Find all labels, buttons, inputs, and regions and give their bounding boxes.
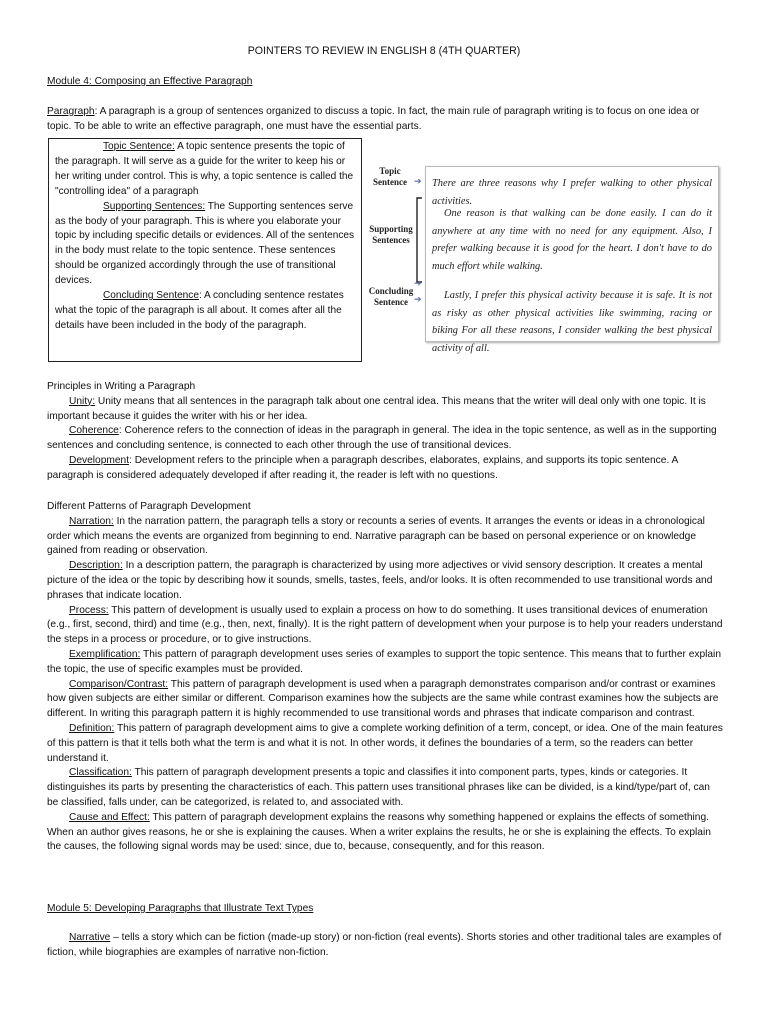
cause-effect-term: Cause and Effect: bbox=[69, 811, 150, 823]
narration-term: Narration: bbox=[69, 515, 114, 527]
sample-supporting-sentences: One reason is that walking can be done easily. I can do it anywhere at any time with no need for any equipment. Also, I prefer walking because it is good for the heart. I don't have to do much effort while walking. bbox=[432, 208, 712, 272]
paragraph-term: Paragraph bbox=[47, 106, 95, 117]
principles-section bbox=[47, 380, 723, 484]
paragraph-structure-figure bbox=[368, 162, 720, 354]
topic-sentence-def: A topic sentence presents the topic of the paragraph. It will serve as a guide for the writer to keep his or her writing under control. This is why, a topic sentence is called the "controlling idea" of a paragraph bbox=[55, 141, 354, 197]
principles-heading: Principles in Writing a Paragraph bbox=[47, 381, 196, 392]
narrative-def: – tells a story which can be fiction (made-up story) or non-fiction (real events). Shorts stories and other traditional tales are examples of fiction, while biographies are examples of narrative non-fiction. bbox=[47, 932, 722, 958]
arrow-icon: ➔ bbox=[414, 294, 422, 304]
unity-term: Unity: bbox=[69, 395, 96, 407]
concluding-sentence-def: : A concluding sentence restates what the topic of the paragraph is all about. It comes after all the details have been included in the body of the paragraph. bbox=[55, 290, 344, 331]
comparison-contrast-def: This pattern of paragraph development is used when a paragraph demonstrates comparison and/or contrast or examines how given subjects are either similar or different. Comparison examines how the subjects are the same while contrast examines how the subjects are different. In writing this paragraph pattern it is highly recommended to use transitional words and phrases that indicate comparison and contrast. bbox=[47, 678, 719, 720]
definition-term: Definition: bbox=[69, 722, 115, 734]
concluding-sentence-term: Concluding Sentence bbox=[103, 290, 199, 302]
unity-def: Unity means that all sentences in the paragraph talk about one central idea. This means that the writer will deal only with one topic. It is important because it guides the writer with his or her idea. bbox=[47, 395, 706, 422]
exemplification-def: This pattern of paragraph development uses series of examples to support the topic sentence. This means that to further explain the topic, the use of specific examples must be provided. bbox=[47, 648, 721, 675]
arrow-icon: ➔ bbox=[414, 278, 422, 288]
topic-sentence-term: Topic Sentence: bbox=[103, 141, 175, 152]
coherence-def: : Coherence refers to the connection of ideas in the paragraph in general. The idea in the topic sentence, as well as in the supporting sentences and concluding sentence, is connected to each other through the use of transitional devices. bbox=[47, 425, 717, 452]
brace-bracket-icon bbox=[412, 196, 424, 284]
label-supporting-sentences: Supporting Sentences bbox=[369, 224, 413, 245]
module5-heading: Module 5: Developing Paragraphs that Illustrate Text Types bbox=[47, 903, 314, 914]
document-title: POINTERS TO REVIEW IN ENGLISH 8 (4TH QUARTER) bbox=[247, 45, 521, 57]
patterns-section bbox=[47, 500, 723, 855]
cause-effect-def: This pattern of paragraph development explains the reasons why something happened or explains the effects of something. When an author gives reasons, he or she is explaining the causes. When a writer explains the results, he or she is explaining the effects. To explain the causes, the following signal words may be used: since, due to, because, consequently, and for this reason. bbox=[47, 811, 711, 853]
paragraph-def: : A paragraph is a group of sentences organized to discuss a topic. In fact, the main rule of paragraph writing is to focus on one idea or topic. To be able to write an effective paragraph, one must have the essential parts. bbox=[47, 106, 700, 132]
definition-def: This pattern of paragraph development aims to give a complete working definition of a term, concept, or idea. One of the main features of this pattern is that it tells both what the term is and what it is not. In other words, it defines the boundaries of a term, so the readers can better understand it. bbox=[47, 722, 723, 764]
label-concluding-sentence: Concluding Sentence bbox=[368, 286, 414, 307]
development-def: : Development refers to the principle when a paragraph describes, elaborates, explains, and supports its topic sentence. A paragraph is considered adequately developed if after reading it, the reader is left with no questions. bbox=[47, 454, 678, 481]
paragraph-definition bbox=[47, 105, 723, 135]
coherence-term: Coherence bbox=[69, 425, 119, 437]
arrow-icon: ➔ bbox=[414, 176, 422, 186]
module4-heading: Module 4: Composing an Effective Paragraph bbox=[47, 76, 253, 87]
paragraph-parts-box bbox=[48, 138, 362, 362]
supporting-sentences-term: Supporting Sentences: bbox=[103, 200, 206, 212]
label-topic-sentence: Topic Sentence bbox=[373, 166, 407, 187]
process-term: Process: bbox=[69, 604, 109, 616]
process-def: This pattern of development is usually used to explain a process on how to do something. It uses transitional devices of enumeration (e.g., first, second, third) and time (e.g., then, next, finally). It is the right pattern of development when your purpose is to help your readers understand the steps in a process or procedure, or to give instructions. bbox=[47, 604, 723, 646]
narrative-definition bbox=[47, 931, 723, 961]
sample-concluding-sentence: Lastly, I prefer this physical activity because it is safe. It is not as risky as other physical activities like swimming, racing or biking For all these reasons, I consider walking the best physical activity of all. bbox=[432, 290, 712, 354]
development-term: Development bbox=[69, 454, 130, 466]
description-def: In a description pattern, the paragraph is characterized by using more adjectives or vivid sensory description. It creates a mental picture of the idea or the topic by describing how it sounds, smells, tastes, feels, and/or looks. It is often recommended to use transitional words and phrases that indicate location. bbox=[47, 560, 713, 601]
exemplification-term: Exemplification: bbox=[69, 648, 141, 660]
narrative-term: Narrative bbox=[69, 932, 111, 943]
comparison-contrast-term: Comparison/Contrast: bbox=[69, 678, 169, 690]
classification-def: This pattern of paragraph development presents a topic and classifies it into component parts, types, kinds or categories. It distinguishes its parts by presenting the characteristics of each. This pattern uses transitional phrases like can be divided, is a kind/type/part of, can be classified, falls under, can be categorized, is related to, and associated with. bbox=[47, 767, 710, 808]
classification-term: Classification: bbox=[69, 767, 132, 779]
narration-def: In the narration pattern, the paragraph tells a story or recounts a series of events. It arranges the events or ideas in a chronological order which means the events are organized from beginning to end. Narrative paragraph can be based on personal experience or on knowledge gained from reading or observation. bbox=[47, 515, 705, 557]
description-term: Description: bbox=[69, 560, 123, 572]
sample-paragraph bbox=[425, 166, 719, 354]
supporting-sentences-def: The Supporting sentences serve as the body of your paragraph. This is where you elaborate your topic by including specific details or evidences. All of the sentences in the body must relate to the topic sentence. These sentences should be organized accordingly through the use of transitional devices. bbox=[55, 200, 355, 287]
patterns-heading: Different Patterns of Paragraph Development bbox=[47, 501, 251, 512]
sample-topic-sentence: There are three reasons why I prefer walking to other physical activities. bbox=[432, 178, 712, 207]
